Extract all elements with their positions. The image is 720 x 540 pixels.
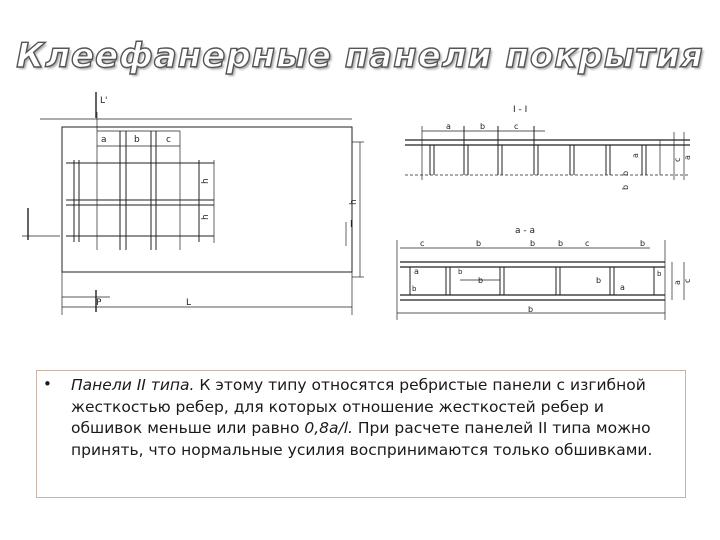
plan-label: h — [349, 199, 359, 205]
section-1-label: b — [621, 184, 630, 190]
section-1-label: a — [683, 155, 692, 160]
bullet-icon: • — [43, 375, 52, 393]
section-1-label: c — [514, 122, 519, 131]
section-1-label: a — [446, 122, 451, 131]
description-text: К этому типу относятся ребристые панели с изгибной жесткостью ребер, для которых отношение жесткостей ребер и обшивок меньше или равно — [71, 376, 646, 437]
panel-type-heading: Панели II типа. — [71, 376, 195, 394]
section-2-title: a - a — [515, 226, 535, 236]
plan-label: L' — [100, 96, 108, 106]
section-2-label: a — [673, 280, 682, 285]
plan-label: a — [101, 135, 107, 145]
section-1-title: I - I — [513, 105, 528, 115]
slide-title: Клеефанерные панели покрытия — [16, 36, 704, 76]
plan-label: l — [350, 220, 353, 230]
section-2-label: b — [596, 276, 602, 285]
section-1-label: a — [631, 153, 640, 158]
section-2-label: b — [558, 239, 564, 248]
section-2-label: b — [640, 239, 646, 248]
section-2-label: a — [620, 283, 625, 292]
plan-label: b — [134, 135, 140, 145]
description-box — [36, 370, 686, 498]
section-1-label: b — [621, 170, 630, 176]
ratio-formula: 0,8a/l. — [304, 419, 353, 437]
section-2-label: c — [585, 239, 590, 248]
section-2-label: b — [412, 285, 417, 293]
section-2-label: c — [683, 278, 692, 283]
plan-label: P — [96, 298, 102, 308]
section-2-label: c — [420, 239, 425, 248]
section-2-label: b — [530, 239, 536, 248]
plan-label: L — [186, 298, 192, 308]
section-1-label: b — [480, 122, 486, 131]
section-2-label: b — [528, 305, 534, 314]
section-2-label: b — [478, 276, 484, 285]
section-2-label: a — [414, 267, 419, 276]
section-2-label: b — [476, 239, 482, 248]
section-2-label: b — [458, 268, 463, 276]
section-1-label: c — [673, 157, 682, 162]
section-2-label: b — [657, 270, 662, 278]
plan-label: h — [201, 178, 211, 184]
plan-label: h — [201, 214, 211, 220]
description-text-end: При расчете панелей II типа можно принять, что нормальные усилия воспринимаются только обшивками. — [71, 419, 653, 459]
plan-label: c — [166, 135, 171, 145]
